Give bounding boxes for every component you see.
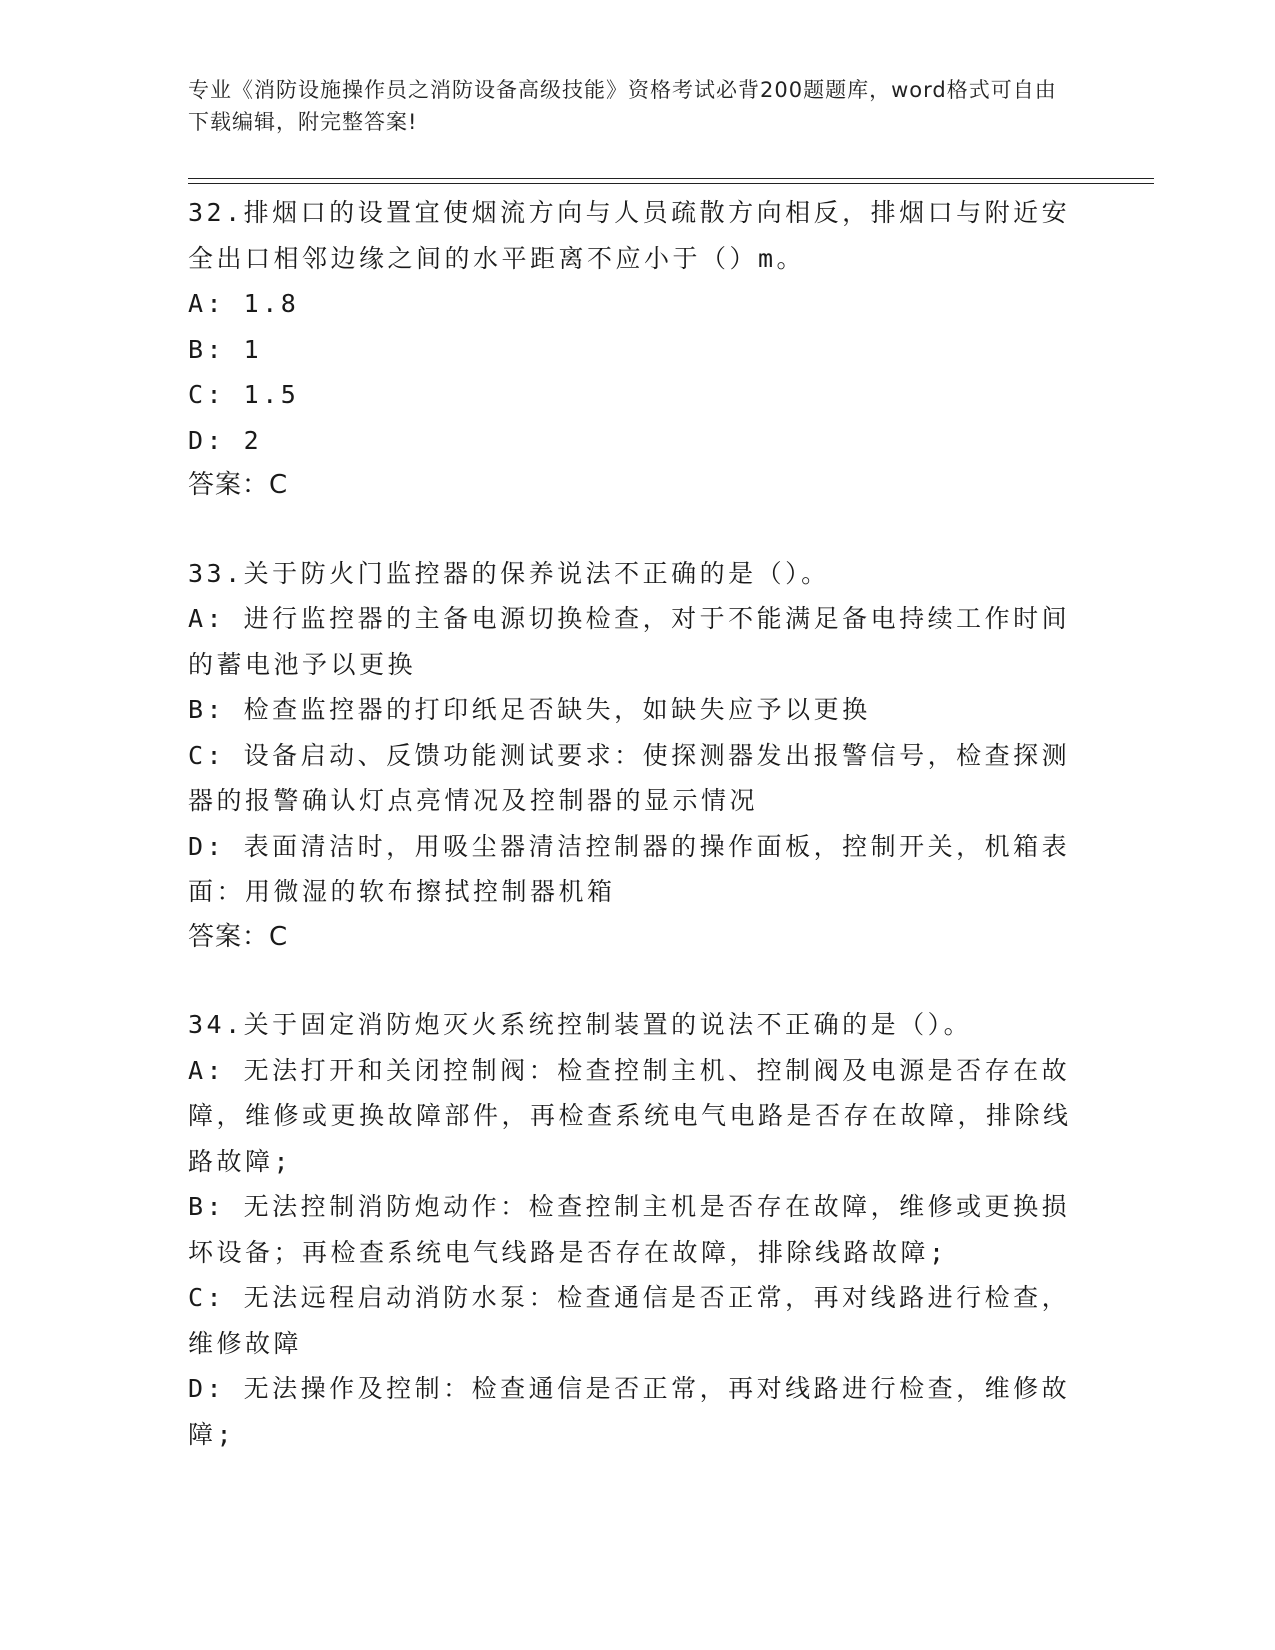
document-header: 专业《消防设施操作员之消防设备高级技能》资格考试必背200题题库，word格式可自由下载编辑，附完整答案! <box>188 78 1057 134</box>
question-33 <box>188 551 1078 961</box>
header-rule-top <box>188 178 1154 179</box>
option-d: D: 无法操作及控制：检查通信是否正常，再对线路进行检查，维修故障; <box>188 1374 1071 1449</box>
question-stem: 33.关于防火门监控器的保养说法不正确的是（）。 <box>188 558 830 588</box>
header-rule-bottom <box>188 183 1154 184</box>
option-a: A: 无法打开和关闭控制阀：检查控制主机、控制阀及电源是否存在故障，维修或更换故障部件，再检查系统电气电路是否存在故障，排除线路故障; <box>188 1055 1072 1176</box>
question-32 <box>188 190 1078 509</box>
option-d: D: 2 <box>188 425 263 455</box>
question-34 <box>188 1002 1078 1457</box>
option-c: C: 设备启动、反馈功能测试要求：使探测器发出报警信号，检查探测器的报警确认灯点亮情况及控制器的显示情况 <box>188 740 1071 815</box>
answer: 答案：C <box>188 470 289 500</box>
option-b: B: 1 <box>188 334 263 364</box>
option-c: C: 1.5 <box>188 380 300 409</box>
option-c: C: 无法远程启动消防水泵：检查通信是否正常，再对线路进行检查，维修故障 <box>188 1283 1071 1358</box>
question-list <box>188 190 1078 1457</box>
option-b: B: 检查监控器的打印纸足否缺失，如缺失应予以更换 <box>188 695 871 724</box>
question-stem: 34.关于固定消防炮灭火系统控制装置的说法不正确的是（）。 <box>188 1010 973 1039</box>
option-a: A: 进行监控器的主备电源切换检查，对于不能满足备电持续工作时间的蓄电池予以更换 <box>188 604 1071 679</box>
answer: 答案：C <box>188 921 289 952</box>
question-stem: 32.排烟口的设置宜使烟流方向与人员疏散方向相反，排烟口与附近安全出口相邻边缘之间的水平距离不应小于（）m。 <box>188 198 1071 273</box>
option-b: B: 无法控制消防炮动作：检查控制主机是否存在故障，维修或更换损坏设备；再检查系统电气线路是否存在故障，排除线路故障; <box>188 1192 1071 1267</box>
option-d: D: 表面清洁时，用吸尘器清洁控制器的操作面板，控制开关，机箱表面：用微湿的软布擦拭控制器机箱 <box>188 831 1071 906</box>
option-a: A: 1.8 <box>188 289 300 318</box>
